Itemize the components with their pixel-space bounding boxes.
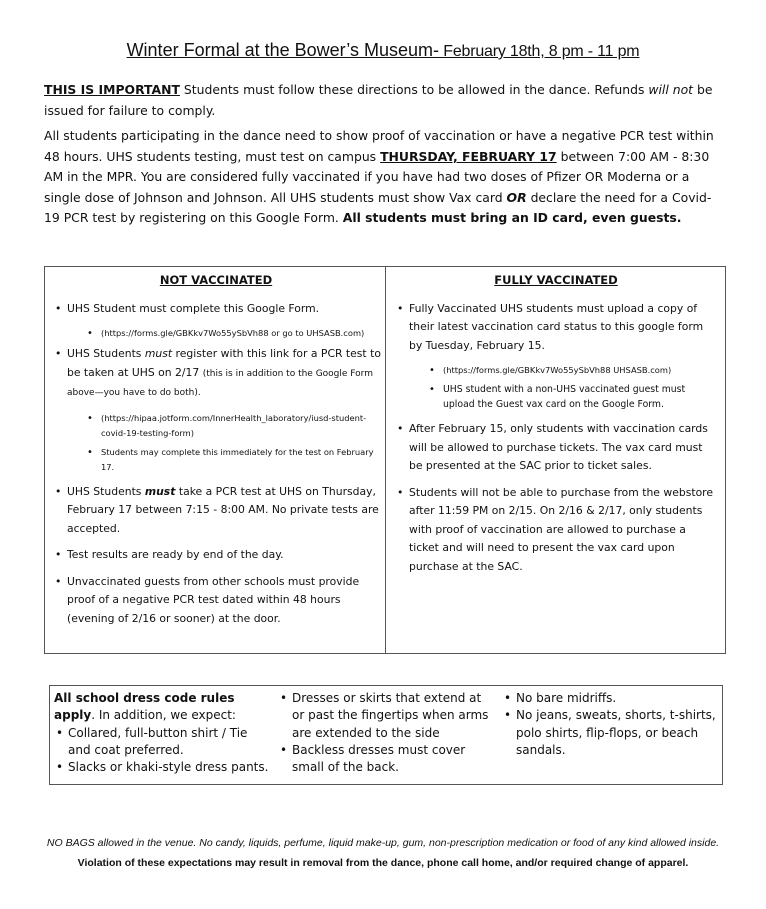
list-item: • Test results are ready by end of the day.	[51, 546, 381, 565]
column-divider	[385, 267, 386, 653]
list-item: • UHS student with a non-UHS vaccinated guest must upload the Guest vax card on the Google Form.	[415, 382, 719, 412]
list-item: • No bare midriffs.	[502, 690, 720, 707]
vaccination-requirements-table	[44, 266, 726, 654]
test-date: THURSDAY, FEBRUARY 17	[380, 148, 557, 164]
vaccination-paragraph: All students participating in the dance need to show proof of vaccination or have a negative PCR test within 48 hours. UHS students testing, must test on campus THURSDAY, FEBRUARY 17 between 7:00 AM - 8:30 AM in the MPR. You are considered fully vaccinated if you have had two doses of Pfizer OR Moderna or a single dose of Johnson and Johnson. All UHS students must show Vax card OR declare the need for a Covid-19 PCR test by registering on this Google Form. All students must bring an ID card, even guests.	[44, 128, 714, 225]
list-item: • Students will not be able to purchase from the webstore after 11:59 PM on 2/15. On 2/16 & 2/17, only students with proof of vaccination are allowed to purchase a ticket and will need to present the vax card upon purchase at the SAC.	[393, 484, 719, 577]
id-card-notice: All students must bring an ID card, even guests.	[342, 210, 682, 225]
list-item: • UHS Students must register with this link for a PCR test to be taken at UHS on 2/17 (this is in addition to the Google Form above—you have to do both).	[51, 345, 381, 403]
page-title	[0, 40, 766, 61]
pcr-registration-link[interactable]: • (https://hipaa.jotform.com/InnerHealth_laboratory/iusd-student-covid-19-testing-form)	[73, 411, 381, 441]
prohibited-items-notice: NO BAGS allowed in the venue. No candy, liquids, perfume, liquid make-up, gum, non-prescription medication or food of any kind allowed inside.	[46, 837, 720, 849]
list-item: • Collared, full-button shirt / Tie and coat preferred.	[54, 725, 272, 760]
dress-code-column-2	[278, 690, 496, 776]
dress-code-box	[49, 685, 723, 785]
not-vaccinated-heading: NOT VACCINATED	[159, 273, 273, 287]
list-item: • Students may complete this immediately for the test on February 17.	[73, 445, 381, 475]
fully-vaccinated-column	[393, 267, 719, 584]
list-item: • No jeans, sweats, shorts, t-shirts, polo shirts, flip-flops, or beach sandals.	[502, 707, 720, 759]
list-item: • After February 15, only students with vaccination cards will be allowed to purchase tickets. The vax card must be presented at the SAC prior to ticket sales.	[393, 420, 719, 476]
list-item: • Unvaccinated guests from other schools must provide proof of a negative PCR test dated within 48 hours (evening of 2/16 or sooner) at the door.	[51, 573, 381, 629]
list-item: • UHS Student must complete this Google Form.	[51, 300, 381, 319]
dress-code-column-1	[54, 690, 272, 776]
vax-form-link[interactable]: • (https://forms.gle/GBKkv7Wo55ySbVh88 UHSASB.com)	[415, 363, 719, 378]
not-vaccinated-column	[51, 267, 381, 636]
violation-notice: Violation of these expectations may result in removal from the dance, phone call home, and/or required change of apparel.	[77, 857, 689, 869]
event-title: Winter Formal at the Bower’s Museum-	[126, 40, 439, 60]
list-item: • UHS Students must take a PCR test at UHS on Thursday, February 17 between 7:15 - 8:00 AM. No private tests are accepted.	[51, 483, 381, 539]
important-label: THIS IS IMPORTANT	[44, 82, 180, 97]
list-item: • Fully Vaccinated UHS students must upload a copy of their latest vaccination card status to this google form by Tuesday, February 15.	[393, 300, 719, 356]
list-item: • Slacks or khaki-style dress pants.	[54, 759, 272, 776]
dress-code-column-3	[502, 690, 720, 759]
important-paragraph: THIS IS IMPORTANT Students must follow these directions to be allowed in the dance. Refunds will not be issued for failure to comply.	[44, 82, 713, 118]
list-item: • Backless dresses must cover small of the back.	[278, 742, 496, 777]
google-form-link[interactable]: • (https://forms.gle/GBKkv7Wo55ySbVh88 or go to UHSASB.com)	[73, 326, 381, 341]
dress-code-heading: All school dress code rules apply. In addition, we expect:	[54, 691, 236, 723]
event-date: February 18th, 8 pm - 11 pm	[439, 43, 640, 60]
list-item: • Dresses or skirts that extend at or past the fingertips when arms are extended to the side	[278, 690, 496, 742]
fully-vaccinated-heading: FULLY VACCINATED	[494, 273, 618, 287]
